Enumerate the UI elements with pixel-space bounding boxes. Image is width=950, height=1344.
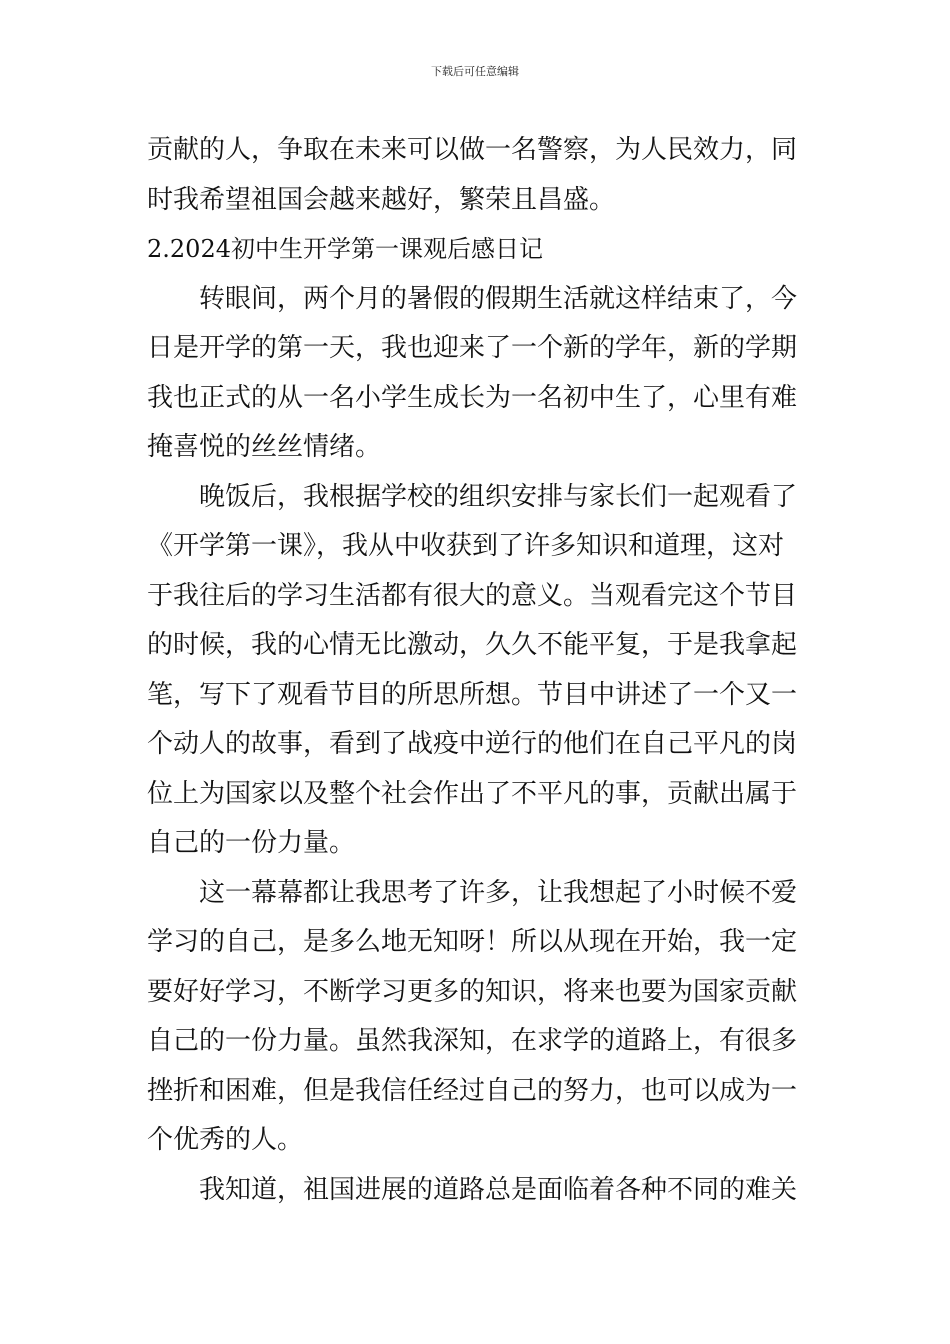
text-line: 《开学第一课》，我从中收获到了许多知识和道理，这对 xyxy=(147,531,785,561)
text-line: 笔，写下了观看节目的所思所想。节目中讲述了一个又一 xyxy=(147,679,798,710)
text-line: 于我往后的学习生活都有很大的意义。当观看完这个节目 xyxy=(147,580,798,611)
text-line: 个动人的故事，看到了战疫中逆行的他们在自己平凡的岗 xyxy=(147,729,798,759)
text-line: 挫折和困难，但是我信任经过自己的努力，也可以成为一 xyxy=(147,1075,798,1106)
text-line: 自己的一份力量。虽然我深知，在求学的道路上，有很多 xyxy=(147,1026,798,1056)
text-line: 我也正式的从一名小学生成长为一名初中生了，心里有难 xyxy=(147,382,798,413)
text-line: 掩喜悦的丝丝情绪。 xyxy=(147,432,382,462)
text-line: 位上为国家以及整个社会作出了不平凡的事，贡献出属于 xyxy=(147,778,798,809)
page-header-note: 下载后可任意编辑 xyxy=(431,65,519,78)
text-line: 日是开学的第一天，我也迎来了一个新的学年，新的学期 xyxy=(147,333,798,363)
document-body xyxy=(147,126,807,1215)
paragraph-first-line: 我知道，祖国进展的道路总是面临着各种不同的难关 xyxy=(199,1174,798,1205)
text-line: 时我希望祖国会越来越好，繁荣且昌盛。 xyxy=(147,184,616,215)
text-line: 贡献的人，争取在未来可以做一名警察，为人民效力，同 xyxy=(147,135,798,165)
paragraph-first-line: 转眼间，两个月的暑假的假期生活就这样结束了，今 xyxy=(199,283,798,314)
text-line: 要好好学习，不断学习更多的知识，将来也要为国家贡献 xyxy=(147,976,798,1007)
text-line: 个优秀的人。 xyxy=(147,1125,304,1155)
text-line: 学习的自己，是多么地无知呀！所以从现在开始，我一定 xyxy=(147,927,798,957)
paragraph-first-line: 晚饭后，我根据学校的组织安排与家长们一起观看了 xyxy=(199,481,798,512)
section-heading: 2.2024初中生开学第一课观后感日记 xyxy=(147,235,543,263)
paragraph-first-line: 这一幕幕都让我思考了许多，让我想起了小时候不爱 xyxy=(199,877,798,908)
text-line: 的时候，我的心情无比激动，久久不能平复，于是我拿起 xyxy=(147,630,798,660)
text-line: 自己的一份力量。 xyxy=(147,828,356,858)
